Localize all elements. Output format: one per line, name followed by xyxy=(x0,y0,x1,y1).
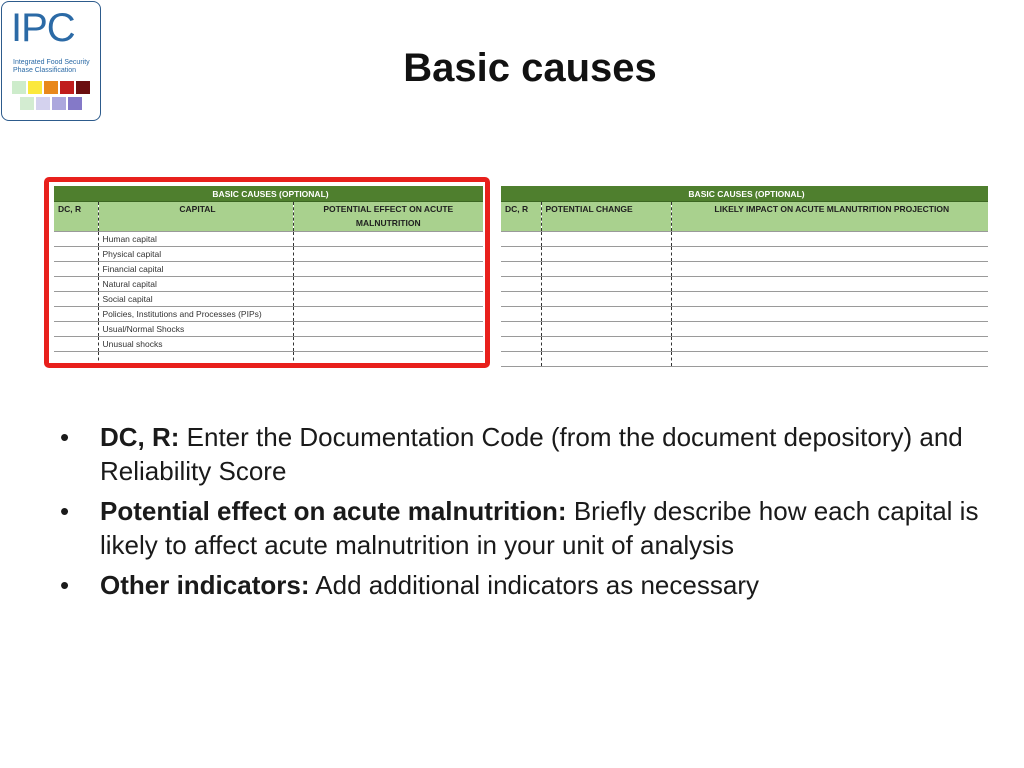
capital-cell: Financial capital xyxy=(98,262,293,277)
right-col-likely-impact: LIKELY IMPACT ON ACUTE MLANUTRITION PROJECTION xyxy=(671,202,988,232)
bullet-text: Add additional indicators as necessary xyxy=(309,570,759,600)
capital-cell: Physical capital xyxy=(98,247,293,262)
potential-change-cell[interactable] xyxy=(541,232,671,247)
likely-impact-cell[interactable] xyxy=(671,277,988,292)
dcr-cell[interactable] xyxy=(501,352,541,367)
logo-swatch xyxy=(36,97,50,110)
logo-swatch xyxy=(68,97,82,110)
left-col-dcr: DC, R xyxy=(54,202,98,232)
logo-wordmark: IPC xyxy=(11,6,75,50)
potential-change-cell[interactable] xyxy=(541,292,671,307)
bullet-symbol: • xyxy=(60,496,70,526)
dcr-cell[interactable] xyxy=(501,247,541,262)
likely-impact-cell[interactable] xyxy=(671,352,988,367)
dcr-cell[interactable] xyxy=(501,232,541,247)
likely-impact-cell[interactable] xyxy=(671,262,988,277)
page-title: Basic causes xyxy=(403,46,657,90)
bullet-symbol: • xyxy=(60,422,70,452)
logo-swatch xyxy=(20,97,34,110)
bullet-other-indicators xyxy=(60,568,980,602)
potential-change-cell[interactable] xyxy=(541,352,671,367)
likely-impact-cell[interactable] xyxy=(671,322,988,337)
dcr-cell[interactable] xyxy=(501,292,541,307)
left-col-capital: CAPITAL xyxy=(98,202,293,232)
potential-change-cell[interactable] xyxy=(541,277,671,292)
logo-subtitle: Integrated Food Security Phase Classification xyxy=(13,59,90,74)
dcr-cell[interactable] xyxy=(501,322,541,337)
bullet-label: Other indicators: xyxy=(100,570,310,600)
logo-swatch xyxy=(52,97,66,110)
capital-cell: Social capital xyxy=(98,292,293,307)
dcr-cell[interactable] xyxy=(501,307,541,322)
bullet-label: DC, R: xyxy=(100,422,180,452)
potential-change-cell[interactable] xyxy=(541,307,671,322)
dcr-cell[interactable] xyxy=(501,337,541,352)
bullet-text: Briefly describe how each capital is likely to affect acute malnutrition in your unit of analysis xyxy=(100,496,979,560)
capital-cell: Human capital xyxy=(98,232,293,247)
likely-impact-cell[interactable] xyxy=(671,247,988,262)
capital-cell: Usual/Normal Shocks xyxy=(98,322,293,337)
left-col-potential-effect: POTENTIAL EFFECT ON ACUTE MALNUTRITION xyxy=(293,202,483,232)
right-table-row xyxy=(501,352,988,367)
right-table-row xyxy=(501,292,988,307)
bullet-dcr xyxy=(60,420,980,488)
dcr-cell[interactable] xyxy=(501,277,541,292)
right-table-row xyxy=(501,322,988,337)
right-table-row xyxy=(501,247,988,262)
right-basic-causes-table xyxy=(501,186,988,367)
likely-impact-cell[interactable] xyxy=(671,292,988,307)
right-table-row xyxy=(501,277,988,292)
bullet-label: Potential effect on acute malnutrition: xyxy=(100,496,567,526)
right-col-potential-change: POTENTIAL CHANGE xyxy=(541,202,671,232)
capital-cell: Policies, Institutions and Processes (PIPs) xyxy=(98,307,293,322)
capital-cell: Natural capital xyxy=(98,277,293,292)
dcr-cell[interactable] xyxy=(501,262,541,277)
right-col-dcr: DC, R xyxy=(501,202,541,232)
right-table-row xyxy=(501,232,988,247)
potential-change-cell[interactable] xyxy=(541,337,671,352)
potential-change-cell[interactable] xyxy=(541,247,671,262)
bullet-text: Enter the Documentation Code (from the document depository) and Reliability Score xyxy=(100,422,963,486)
potential-change-cell[interactable] xyxy=(541,262,671,277)
right-table-row xyxy=(501,262,988,277)
right-table-header: BASIC CAUSES (OPTIONAL) xyxy=(501,186,988,202)
likely-impact-cell[interactable] xyxy=(671,307,988,322)
potential-change-cell[interactable] xyxy=(541,322,671,337)
right-table-row xyxy=(501,337,988,352)
left-table-header: BASIC CAUSES (OPTIONAL) xyxy=(54,186,483,202)
right-table-row xyxy=(501,307,988,322)
bullet-symbol: • xyxy=(60,570,70,600)
likely-impact-cell[interactable] xyxy=(671,232,988,247)
capital-cell: Unusual shocks xyxy=(98,337,293,352)
bullet-potential-effect xyxy=(60,494,980,562)
instruction-list xyxy=(60,420,980,608)
highlight-frame xyxy=(44,177,490,368)
likely-impact-cell[interactable] xyxy=(671,337,988,352)
